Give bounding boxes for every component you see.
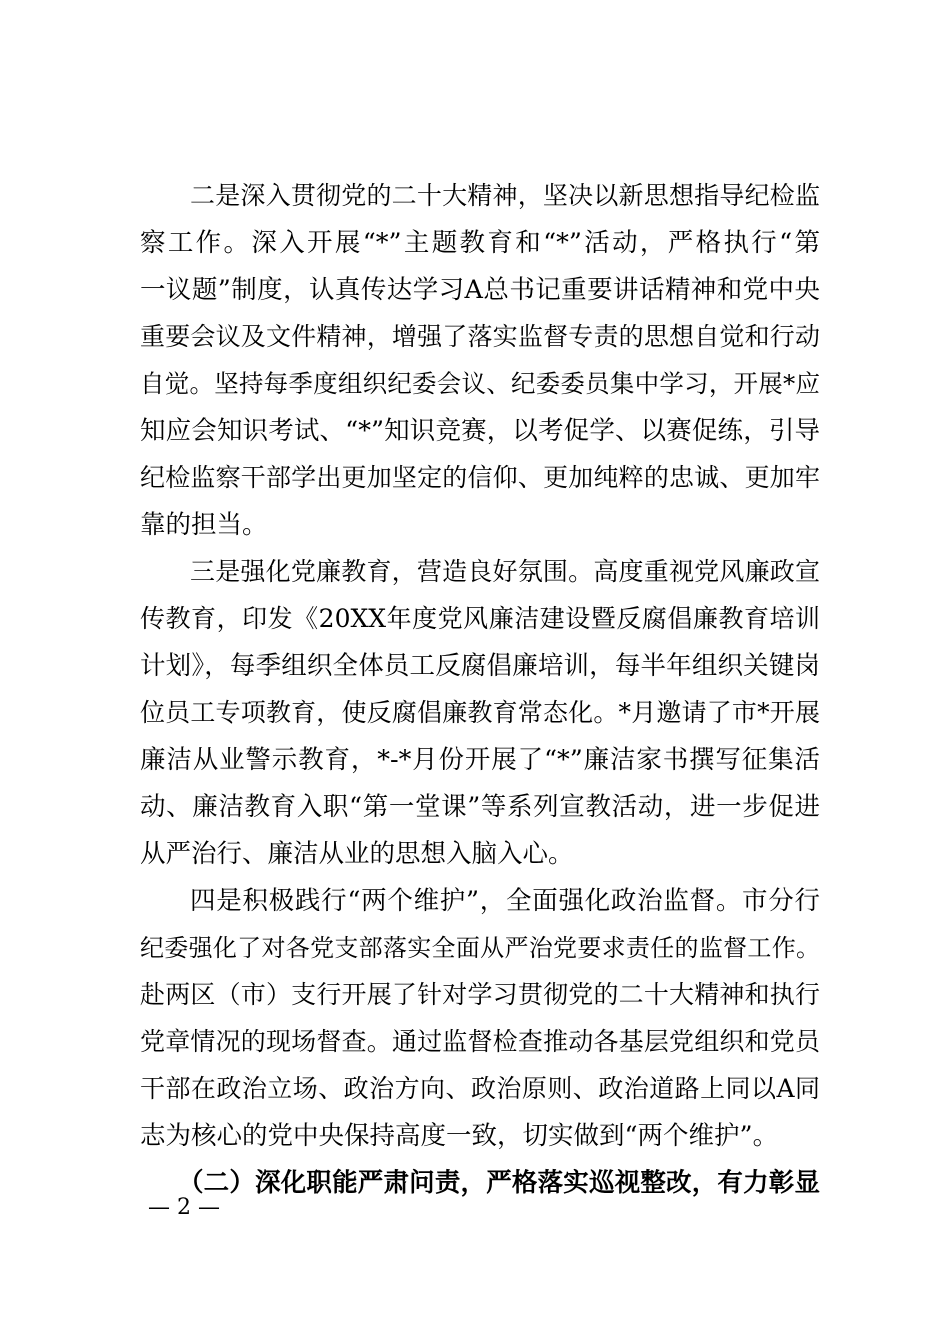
text-line: 纪委强化了对各党支部落实全面从严治党要求责任的监督工作。 <box>140 934 820 962</box>
text-line: 党章情况的现场督查。通过监督检查推动各基层党组织和党员 <box>140 1027 820 1056</box>
text-line: 纪检监察干部学出更加坚定的信仰、更加纯粹的忠诚、更加牢 <box>140 463 820 492</box>
text-line: 三是强化党廉教育，营造良好氛围。高度重视党风廉政宣 <box>190 557 820 586</box>
text-line: 二是深入贯彻党的二十大精神，坚决以新思想指导纪检监 <box>190 181 820 210</box>
text-line: 重要会议及文件精神，增强了落实监督专责的思想自觉和行动 <box>140 322 820 351</box>
text-line: 四是积极践行“两个维护”，全面强化政治监督。市分行 <box>190 886 820 916</box>
page-number: — 2 — <box>148 1195 220 1220</box>
text-line: 从严治行、廉洁从业的思想入脑入心。 <box>140 839 574 869</box>
text-line: 廉洁从业警示教育，*-*月份开展了“*”廉洁家书撰写征集活 <box>140 745 820 775</box>
text-line: 动、廉洁教育入职“第一堂课”等系列宣教活动，进一步促进 <box>140 792 820 822</box>
text-line: 赴两区（市）支行开展了针对学习贯彻党的二十大精神和执行 <box>140 980 820 1009</box>
text-line: 传教育，印发《20XX年度党风廉洁建设暨反腐倡廉教育培训 <box>140 604 820 633</box>
text-line: 计划》，每季组织全体员工反腐倡廉培训，每半年组织关键岗 <box>140 651 820 681</box>
text-line: 志为核心的党中央保持高度一致，切实做到“两个维护”。 <box>140 1121 779 1151</box>
text-line: 察工作。深入开展“*”主题教育和“*”活动，严格执行“第 <box>140 228 820 258</box>
section-heading: （二）深化职能严肃问责，严格落实巡视整改，有力彰显 <box>178 1168 820 1198</box>
text-line: 位员工专项教育，使反腐倡廉教育常态化。*月邀请了市*开展 <box>140 698 820 727</box>
text-line: 一议题”制度，认真传达学习A总书记重要讲话精神和党中央 <box>140 275 820 305</box>
text-line: 知应会知识考试、“*”知识竞赛，以考促学、以赛促练，引导 <box>140 416 820 446</box>
text-line: 自觉。坚持每季度组织纪委会议、纪委委员集中学习，开展*应 <box>140 369 820 398</box>
text-line: 干部在政治立场、政治方向、政治原则、政治道路上同以A同 <box>140 1074 820 1103</box>
text-line: 靠的担当。 <box>140 510 268 540</box>
